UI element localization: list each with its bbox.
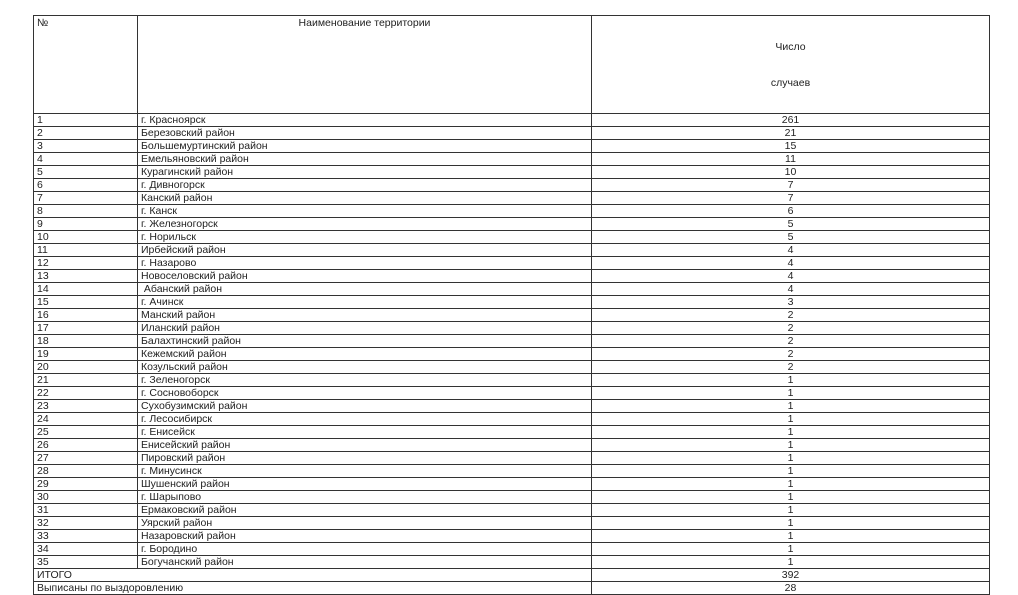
header-territory: Наименование территории bbox=[138, 16, 592, 114]
row-number: 10 bbox=[34, 231, 138, 244]
row-count: 11 bbox=[592, 153, 990, 166]
row-number: 33 bbox=[34, 530, 138, 543]
table-row bbox=[34, 257, 990, 270]
table-row bbox=[34, 166, 990, 179]
row-count: 1 bbox=[592, 439, 990, 452]
row-number: 12 bbox=[34, 257, 138, 270]
row-count: 1 bbox=[592, 504, 990, 517]
row-number: 25 bbox=[34, 426, 138, 439]
row-count: 1 bbox=[592, 543, 990, 556]
row-number: 3 bbox=[34, 140, 138, 153]
total-row bbox=[34, 569, 990, 582]
recovered-row bbox=[34, 582, 990, 595]
table-row bbox=[34, 218, 990, 231]
table-row bbox=[34, 283, 990, 296]
row-number: 11 bbox=[34, 244, 138, 257]
row-count: 5 bbox=[592, 231, 990, 244]
table-row bbox=[34, 491, 990, 504]
row-count: 7 bbox=[592, 192, 990, 205]
row-count: 1 bbox=[592, 452, 990, 465]
table-row bbox=[34, 413, 990, 426]
row-number: 28 bbox=[34, 465, 138, 478]
recovered-label: Выписаны по выздоровлению bbox=[34, 582, 592, 595]
row-count: 1 bbox=[592, 530, 990, 543]
row-territory: Курагинский район bbox=[138, 166, 592, 179]
row-number: 4 bbox=[34, 153, 138, 166]
total-count: 392 bbox=[592, 569, 990, 582]
row-territory: г. Железногорск bbox=[138, 218, 592, 231]
table-row bbox=[34, 179, 990, 192]
table-row bbox=[34, 452, 990, 465]
table-row bbox=[34, 478, 990, 491]
table-row bbox=[34, 114, 990, 127]
table-row bbox=[34, 426, 990, 439]
table-row bbox=[34, 517, 990, 530]
row-number: 9 bbox=[34, 218, 138, 231]
header-cases-line2: случаев bbox=[770, 77, 811, 89]
row-territory: Березовский район bbox=[138, 127, 592, 140]
table-row bbox=[34, 127, 990, 140]
row-count: 4 bbox=[592, 283, 990, 296]
row-territory: г. Бородино bbox=[138, 543, 592, 556]
row-count: 3 bbox=[592, 296, 990, 309]
table-row bbox=[34, 205, 990, 218]
row-count: 2 bbox=[592, 309, 990, 322]
row-number: 15 bbox=[34, 296, 138, 309]
row-territory: г. Шарыпово bbox=[138, 491, 592, 504]
row-count: 6 bbox=[592, 205, 990, 218]
row-count: 1 bbox=[592, 413, 990, 426]
row-count: 2 bbox=[592, 322, 990, 335]
row-territory: г. Енисейск bbox=[138, 426, 592, 439]
row-count: 15 bbox=[592, 140, 990, 153]
table-row bbox=[34, 361, 990, 374]
row-territory: г. Сосновоборск bbox=[138, 387, 592, 400]
row-count: 261 bbox=[592, 114, 990, 127]
table-row bbox=[34, 387, 990, 400]
row-number: 17 bbox=[34, 322, 138, 335]
table-row bbox=[34, 530, 990, 543]
header-number: № bbox=[34, 16, 138, 114]
row-count: 5 bbox=[592, 218, 990, 231]
row-count: 1 bbox=[592, 478, 990, 491]
row-count: 4 bbox=[592, 257, 990, 270]
table-header-row bbox=[34, 16, 990, 114]
row-number: 32 bbox=[34, 517, 138, 530]
row-number: 20 bbox=[34, 361, 138, 374]
row-number: 16 bbox=[34, 309, 138, 322]
row-territory: Балахтинский район bbox=[138, 335, 592, 348]
table-row bbox=[34, 504, 990, 517]
cases-table bbox=[33, 15, 990, 595]
row-number: 6 bbox=[34, 179, 138, 192]
row-number: 2 bbox=[34, 127, 138, 140]
table-row bbox=[34, 296, 990, 309]
row-territory: Енисейский район bbox=[138, 439, 592, 452]
row-territory: Шушенский район bbox=[138, 478, 592, 491]
table-row bbox=[34, 543, 990, 556]
row-number: 27 bbox=[34, 452, 138, 465]
row-count: 21 bbox=[592, 127, 990, 140]
row-number: 7 bbox=[34, 192, 138, 205]
row-number: 8 bbox=[34, 205, 138, 218]
row-number: 21 bbox=[34, 374, 138, 387]
row-territory: Уярский район bbox=[138, 517, 592, 530]
row-territory: г. Дивногорск bbox=[138, 179, 592, 192]
row-count: 1 bbox=[592, 374, 990, 387]
row-number: 5 bbox=[34, 166, 138, 179]
row-territory: Богучанский район bbox=[138, 556, 592, 569]
row-number: 13 bbox=[34, 270, 138, 283]
row-territory: г. Зеленогорск bbox=[138, 374, 592, 387]
row-number: 19 bbox=[34, 348, 138, 361]
row-territory: г. Канск bbox=[138, 205, 592, 218]
row-number: 26 bbox=[34, 439, 138, 452]
row-number: 24 bbox=[34, 413, 138, 426]
table-row bbox=[34, 153, 990, 166]
row-count: 1 bbox=[592, 517, 990, 530]
table-row bbox=[34, 231, 990, 244]
row-count: 1 bbox=[592, 387, 990, 400]
table-row bbox=[34, 374, 990, 387]
row-number: 22 bbox=[34, 387, 138, 400]
row-territory: г. Минусинск bbox=[138, 465, 592, 478]
row-territory: г. Красноярск bbox=[138, 114, 592, 127]
recovered-count: 28 bbox=[592, 582, 990, 595]
total-label: ИТОГО bbox=[34, 569, 592, 582]
row-count: 1 bbox=[592, 491, 990, 504]
row-territory: Ермаковский район bbox=[138, 504, 592, 517]
row-territory: г. Ачинск bbox=[138, 296, 592, 309]
row-territory: г. Лесосибирск bbox=[138, 413, 592, 426]
row-territory: Большемуртинский район bbox=[138, 140, 592, 153]
table-row bbox=[34, 270, 990, 283]
row-count: 7 bbox=[592, 179, 990, 192]
row-territory: Новоселовский район bbox=[138, 270, 592, 283]
row-territory: г. Норильск bbox=[138, 231, 592, 244]
row-count: 1 bbox=[592, 556, 990, 569]
row-territory: Пировский район bbox=[138, 452, 592, 465]
row-count: 2 bbox=[592, 361, 990, 374]
row-count: 4 bbox=[592, 244, 990, 257]
row-number: 31 bbox=[34, 504, 138, 517]
row-count: 1 bbox=[592, 465, 990, 478]
row-count: 2 bbox=[592, 348, 990, 361]
row-territory: Емельяновский район bbox=[138, 153, 592, 166]
row-number: 30 bbox=[34, 491, 138, 504]
row-number: 29 bbox=[34, 478, 138, 491]
row-count: 1 bbox=[592, 426, 990, 439]
table-row bbox=[34, 140, 990, 153]
row-number: 18 bbox=[34, 335, 138, 348]
table-row bbox=[34, 309, 990, 322]
row-count: 4 bbox=[592, 270, 990, 283]
row-number: 34 bbox=[34, 543, 138, 556]
row-territory: Сухобузимский район bbox=[138, 400, 592, 413]
row-territory: Абанский район bbox=[138, 283, 592, 296]
table-row bbox=[34, 192, 990, 205]
table-row bbox=[34, 322, 990, 335]
row-count: 10 bbox=[592, 166, 990, 179]
row-territory: Манский район bbox=[138, 309, 592, 322]
table-row bbox=[34, 244, 990, 257]
header-cases-line1: Число bbox=[775, 41, 806, 53]
row-territory: Иланский район bbox=[138, 322, 592, 335]
header-cases bbox=[592, 16, 990, 114]
row-territory: Козульский район bbox=[138, 361, 592, 374]
row-territory: Канский район bbox=[138, 192, 592, 205]
row-territory: г. Назарово bbox=[138, 257, 592, 270]
row-number: 23 bbox=[34, 400, 138, 413]
table-row bbox=[34, 465, 990, 478]
row-number: 14 bbox=[34, 283, 138, 296]
table-row bbox=[34, 439, 990, 452]
table-row bbox=[34, 400, 990, 413]
table-body bbox=[34, 114, 990, 569]
row-count: 1 bbox=[592, 400, 990, 413]
row-number: 35 bbox=[34, 556, 138, 569]
table-row bbox=[34, 348, 990, 361]
row-count: 2 bbox=[592, 335, 990, 348]
row-number: 1 bbox=[34, 114, 138, 127]
row-territory: Назаровский район bbox=[138, 530, 592, 543]
table-row bbox=[34, 335, 990, 348]
row-territory: Кежемский район bbox=[138, 348, 592, 361]
table-row bbox=[34, 556, 990, 569]
row-territory: Ирбейский район bbox=[138, 244, 592, 257]
